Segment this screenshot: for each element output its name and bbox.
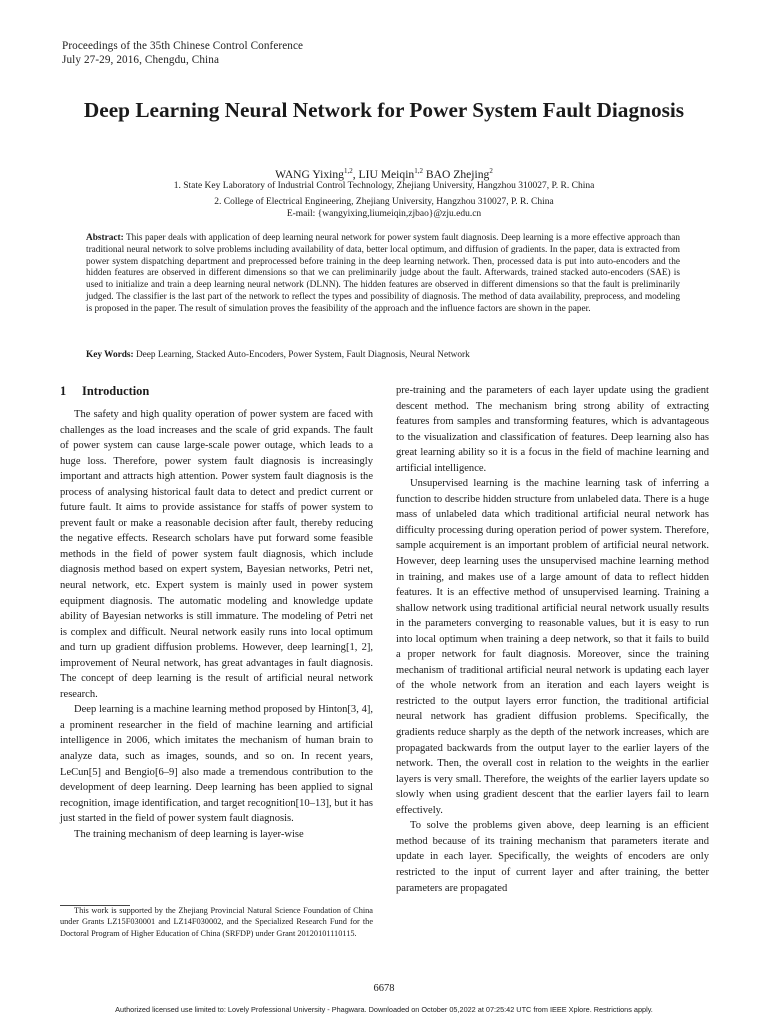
abstract-text: This paper deals with application of deep learning neural network for power system fault diagnosis. Deep learning is a more effective approach than traditional neural network to solve problems including availability of data, better local optimum, and diffusion of gradients. In the paper, data is extracted from power system dispatching department and preprocessed before training in the deep learning network. Then, processed data is put into auto-encoders and the hidden features are observed in different dimensions so that we can preliminarily judge about the fault. Afterwards, trained stacked auto-encoders (SAE) is used to initialize and train a deep learning neural network (DLNN). The hidden features are observed in different dimensions so that the fault is preliminarily judged. The classifier is the last part of the network to reflect the types and possibility of diagnosis. The method of data availability, preprocess, and modeling is proposed in the paper. The result of simulation proves the feasibility of the approach and the influence factors are shown in the paper. xyxy=(86,233,680,314)
paragraph: To solve the problems given above, deep learning is an efficient method because of its training mechanism that parameters iterate and update in each layer. Specifically, the weights of encoders are only restricted to the input of current layer and after training, the better parameters are propagated xyxy=(396,820,709,894)
conference-dates: July 27-29, 2016, Chengdu, China xyxy=(62,54,220,66)
left-column xyxy=(60,383,373,842)
author-email: E-mail: {wangyixing,liumeiqin,zjbao}@zju.edu.cn xyxy=(286,209,482,219)
author-affiliation-mark: 1,2 xyxy=(414,167,423,175)
keywords-label: Key Words: xyxy=(86,350,134,360)
paragraph: Unsupervised learning is the machine learning task of inferring a function to describe hidden structure from unlabeled data. There is a huge mass of unlabeled data which traditional artificial neural network has difficulty processing during operation period of power system. Therefore, sample acquirement is an important problem of artificial neural network. However, deep learning uses the unsupervised machine learning method in training, and makes use of a large amount of data to reflect hidden features. It is an effective method of unsupervised learning. Training a shallow network using traditional artificial neural network usually results in the parameters converging to reasonable values, but it is easy to run into local optimum when training a deep network, so that it fails to build a proper network for fault diagnosis. Moreover, since the training mechanism of traditional artificial neural network is updating each layer of the whole network from an iteration and each layers weight is restricted to the output layers error function, the traditional artificial neural network has gradient diffusion problems. Specifically, the gradients reduce sharply as the depth of the network increases, which are propagated backwards from the output layer to the earlier layers of the network. Then, the overall cost in relation to the weights in the earlier layers is very small. Therefore, the weights of the earlier layers update so slowly when using gradient descent that the earlier layers fail to learn effectively. xyxy=(396,478,709,816)
abstract-label: Abstract: xyxy=(86,233,124,243)
author-list: WANG Yixing$^{1,2}$, LIU Meiqin$^{1,2}$ BAO Zhejing$^2$ xyxy=(275,167,493,181)
author-affiliation-mark: 2 xyxy=(489,167,493,175)
keywords xyxy=(86,349,686,361)
license-notice: Authorized licensed use limited to: Lovely Professional University - Phagwara. Downloaded on October 05,2022 at 07:25:42 UTC from IEEE Xplore. Restrictions apply. xyxy=(115,1005,653,1014)
paper-title: Deep Learning Neural Network for Power System Fault Diagnosis xyxy=(83,98,685,122)
paragraph: The safety and high quality operation of power system are faced with challenges as the load increases and the scale of grid expands. The fault of power system can cause large-scale power outage, which leads to a huge loss. Therefore, power system fault diagnosis is increasingly important and attracts high attention. Power system fault diagnosis is the process of analysing historical fault data to detect and predict current or future fault. It aims to provide assistance for staffs of power system to prevent fault or make a reasonable decision after fault, thereby reducing the negative effects. Research scholars have put forward some feasible methods in the field of power system fault diagnosis, which include diagnosis method based on expert system, Bayesian networks, Petri net, neural network, etc. Expert system is mainly used in power system equipment diagnosis. The automatic modeling and knowledge update ability of Bayesian networks is still immature. The modeling of Petri net is complex and difficult. Neural network easily runs into local optimum and turn up gradient diffusion problems. However, deep learning[1, 2], improvement of Neural network, has great advantages in fault diagnosis. The concept of deep learning is the result of artificial neural network research. xyxy=(60,409,373,700)
author-name: BAO Zhejing xyxy=(425,167,490,181)
paragraph: pre-training and the parameters of each layer update using the gradient descent method. The mechanism bring strong ability of extracting features from samples and transforming features, which is advantageous to the visualization and classification of features. Deep learning also has great learning ability so it is a focus in the field of machine learning and artificial intelligence. xyxy=(396,385,709,474)
right-column xyxy=(396,383,709,896)
author-name: WANG Yixing xyxy=(275,167,344,181)
paragraph: Deep learning is a machine learning method proposed by Hinton[3, 4], a prominent researcher in the field of machine learning and artificial intelligence in 2006, which imitates the mechanism of human brain to analyze data, such as images, sounds, and so on. In recent years, LeCun[5] and Bengio[6–9] also made a tremendous contribution to the development of deep learning. Deep learning has been applied to signal recognition, image identification, and target recognition[10–13], but it has just started in the field of power system fault diagnosis. xyxy=(60,704,373,825)
author-name: LIU Meiqin xyxy=(358,167,415,181)
paragraph: The training mechanism of deep learning is layer-wise xyxy=(74,828,304,840)
author-affiliation-mark: 1,2 xyxy=(343,167,353,175)
section-number: 1 xyxy=(60,384,67,398)
keywords-text: Deep Learning, Stacked Auto-Encoders, Power System, Fault Diagnosis, Neural Network xyxy=(135,350,470,360)
affiliation-2: 2. College of Electrical Engineering, Zhejiang University, Hangzhou 310027, P. R. China xyxy=(214,197,554,207)
section-heading xyxy=(60,383,373,399)
abstract xyxy=(86,233,680,315)
conference-name: Proceedings of the 35th Chinese Control Conference xyxy=(62,40,304,52)
section-title: Introduction xyxy=(82,384,150,398)
funding-footnote: This work is supported by the Zhejiang Provincial Natural Science Foundation of China under Grants LZ15F030001 and LZ14F030002, and the Specialized Research Fund for the Doctoral Program of Higher Education of China (SRFDP) under Grant 20120101110115. xyxy=(60,906,373,938)
page-number: 6678 xyxy=(373,983,395,994)
affiliation-1: 1. State Key Laboratory of Industrial Control Technology, Zhejiang University, Hangzhou 310027, P. R. China xyxy=(173,181,595,191)
